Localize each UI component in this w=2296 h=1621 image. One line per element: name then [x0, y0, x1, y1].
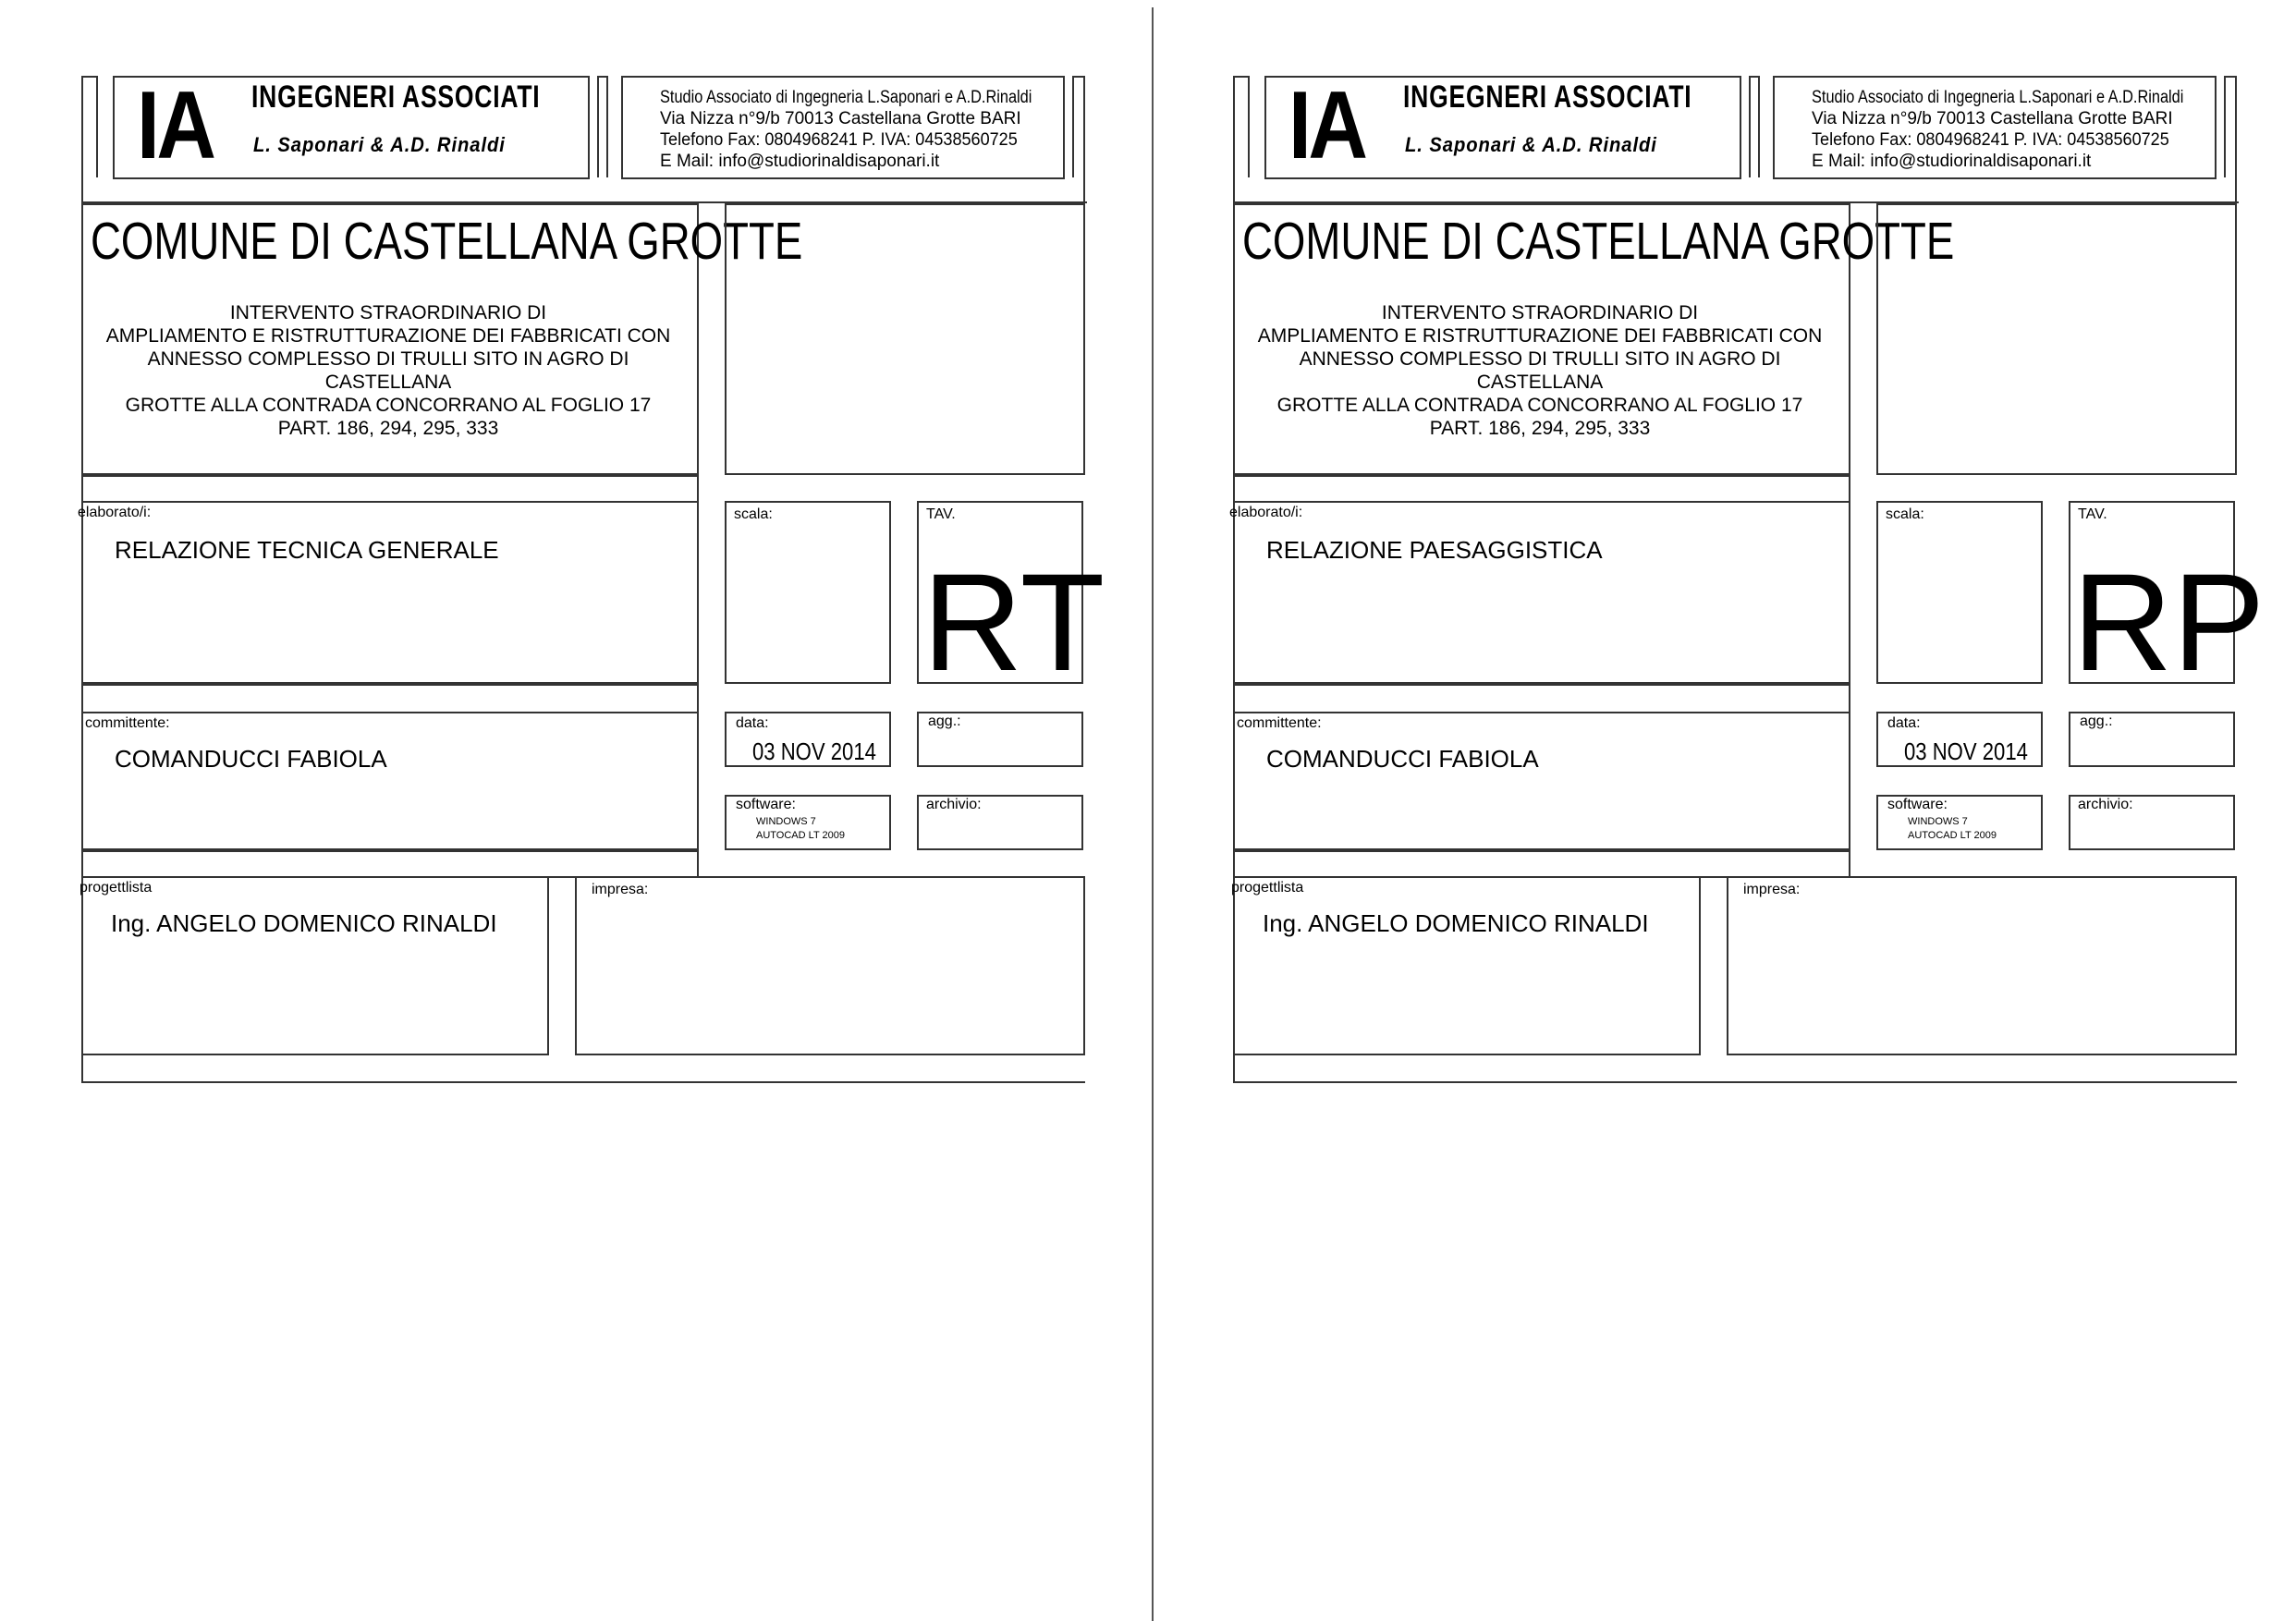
agg-label: agg.: — [2080, 713, 2113, 729]
data-value: 03 NOV 2014 — [752, 737, 876, 765]
elaborato-label: elaborato/i: — [1229, 505, 1303, 520]
committente-box — [81, 712, 699, 850]
header-frame-line — [1758, 76, 1760, 177]
studio-line: Studio Associato di Ingegneria L.Saponari e A.D.Rinaldi — [1812, 88, 2184, 107]
separator-strip — [1233, 475, 1850, 503]
stamp-box — [1876, 203, 2237, 475]
separator-strip — [1233, 684, 1850, 713]
studio-line: E Mail: info@studiorinaldisaponari.it — [660, 152, 940, 171]
header-frame-line — [597, 76, 606, 78]
header-frame-line — [1248, 76, 1250, 177]
studio-line: Telefono Fax: 0804968241 P. IVA: 04538560725 — [1812, 130, 2169, 150]
tav-code: RT — [922, 544, 1105, 700]
bottom-frame-line — [81, 1054, 83, 1083]
elaborato-label: elaborato/i: — [78, 505, 152, 520]
impresa-label: impresa: — [592, 882, 649, 897]
scala-box — [725, 501, 891, 684]
header-frame-line — [81, 76, 83, 201]
software-list — [1908, 815, 1997, 843]
data-label: data: — [1887, 715, 1921, 731]
title-block-sheet-rp — [1148, 0, 2296, 1621]
header-frame-line — [1233, 76, 1235, 201]
tav-label: TAV. — [926, 506, 956, 522]
impresa-box — [1727, 876, 2237, 1055]
elaborato-box — [1233, 501, 1850, 684]
progettista-label: progettlista — [1231, 880, 1304, 896]
header-frame-line — [606, 76, 608, 177]
studio-line: E Mail: info@studiorinaldisaponari.it — [1812, 152, 2092, 171]
studio-line: Telefono Fax: 0804968241 P. IVA: 04538560725 — [660, 130, 1018, 150]
elaborato-value: RELAZIONE TECNICA GENERALE — [115, 536, 499, 564]
elaborato-value: RELAZIONE PAESAGGISTICA — [1266, 536, 1603, 564]
header-frame-line — [1749, 76, 1751, 177]
intervento-line: CASTELLANA — [324, 372, 452, 393]
intervento-line: CASTELLANA — [1476, 372, 1604, 393]
archivio-label: archivio: — [2078, 797, 2133, 812]
intervento-line: INTERVENTO STRAORDINARIO DI — [1381, 302, 1699, 323]
impresa-box — [575, 876, 1085, 1055]
logo-title: INGEGNERI ASSOCIATI — [251, 79, 541, 115]
software-item: AUTOCAD LT 2009 — [1908, 830, 1997, 841]
intervento-line: ANNESSO COMPLESSO DI TRULLI SITO IN AGRO DI — [1299, 348, 1781, 370]
bottom-frame-line — [81, 1081, 1085, 1083]
archivio-label: archivio: — [926, 797, 982, 812]
studio-address — [660, 87, 1093, 172]
scala-label: scala: — [734, 506, 773, 522]
intervento-line: AMPLIAMENTO E RISTRUTTURAZIONE DEI FABBRICATI CON — [105, 325, 671, 347]
software-label: software: — [1887, 797, 1948, 812]
logo-title: INGEGNERI ASSOCIATI — [1403, 79, 1692, 115]
header-frame-line — [1072, 76, 1083, 78]
studio-address — [1812, 87, 2244, 172]
logo-names: L. Saponari & A.D. Rinaldi — [1405, 133, 1657, 156]
progettista-box — [81, 876, 549, 1055]
progettista-box — [1233, 876, 1701, 1055]
progettista-label: progettlista — [79, 880, 153, 896]
scala-box — [1876, 501, 2043, 684]
committente-value: COMANDUCCI FABIOLA — [115, 745, 387, 773]
header-frame-line — [1749, 76, 1758, 78]
software-list — [756, 815, 845, 843]
progettista-value: Ing. ANGELO DOMENICO RINALDI — [111, 909, 497, 937]
intervento-text — [83, 301, 693, 440]
tav-label: TAV. — [2078, 506, 2107, 522]
separator-strip — [81, 475, 699, 503]
intervento-line: PART. 186, 294, 295, 333 — [1429, 418, 1651, 439]
tav-code: RP — [2072, 544, 2265, 700]
header-frame-line — [597, 76, 599, 177]
intervento-line: GROTTE ALLA CONTRADA CONCORRANO AL FOGLIO 17 — [125, 395, 652, 416]
intervento-line: PART. 186, 294, 295, 333 — [277, 418, 499, 439]
studio-line: Via Nizza n°9/b 70013 Castellana Grotte BARI — [1812, 109, 2173, 128]
software-item: WINDOWS 7 — [756, 816, 816, 827]
separator-strip — [1233, 850, 1850, 878]
logo-mark: IA — [137, 72, 214, 179]
intervento-line: AMPLIAMENTO E RISTRUTTURAZIONE DEI FABBRICATI CON — [1257, 325, 1823, 347]
comune-title: COMUNE DI CASTELLANA GROTTE — [1242, 212, 1955, 271]
committente-label: committente: — [1237, 715, 1322, 731]
separator-strip — [81, 684, 699, 713]
header-frame-line — [1233, 76, 1248, 78]
committente-label: committente: — [85, 715, 170, 731]
committente-box — [1233, 712, 1850, 850]
intervento-line: GROTTE ALLA CONTRADA CONCORRANO AL FOGLIO 17 — [1276, 395, 1803, 416]
impresa-label: impresa: — [1743, 882, 1801, 897]
stamp-box — [725, 203, 1085, 475]
intervento-line: INTERVENTO STRAORDINARIO DI — [229, 302, 547, 323]
separator-strip — [81, 850, 699, 878]
studio-line: Via Nizza n°9/b 70013 Castellana Grotte BARI — [660, 109, 1021, 128]
header-frame-line — [96, 76, 98, 177]
agg-label: agg.: — [928, 713, 961, 729]
intervento-text — [1235, 301, 1845, 440]
data-value: 03 NOV 2014 — [1904, 737, 2028, 765]
software-item: AUTOCAD LT 2009 — [756, 830, 845, 841]
software-item: WINDOWS 7 — [1908, 816, 1968, 827]
software-label: software: — [736, 797, 796, 812]
header-frame-line — [81, 76, 96, 78]
data-label: data: — [736, 715, 769, 731]
intervento-line: ANNESSO COMPLESSO DI TRULLI SITO IN AGRO DI — [147, 348, 629, 370]
elaborato-box — [81, 501, 699, 684]
committente-value: COMANDUCCI FABIOLA — [1266, 745, 1539, 773]
bottom-frame-line — [1233, 1081, 2237, 1083]
logo-names: L. Saponari & A.D. Rinaldi — [253, 133, 506, 156]
progettista-value: Ing. ANGELO DOMENICO RINALDI — [1263, 909, 1649, 937]
logo-mark: IA — [1288, 72, 1365, 179]
header-frame-line — [2224, 76, 2235, 78]
comune-title: COMUNE DI CASTELLANA GROTTE — [91, 212, 803, 271]
bottom-frame-line — [1233, 1054, 1235, 1083]
scala-label: scala: — [1886, 506, 1924, 522]
studio-line: Studio Associato di Ingegneria L.Saponari e A.D.Rinaldi — [660, 88, 1032, 107]
